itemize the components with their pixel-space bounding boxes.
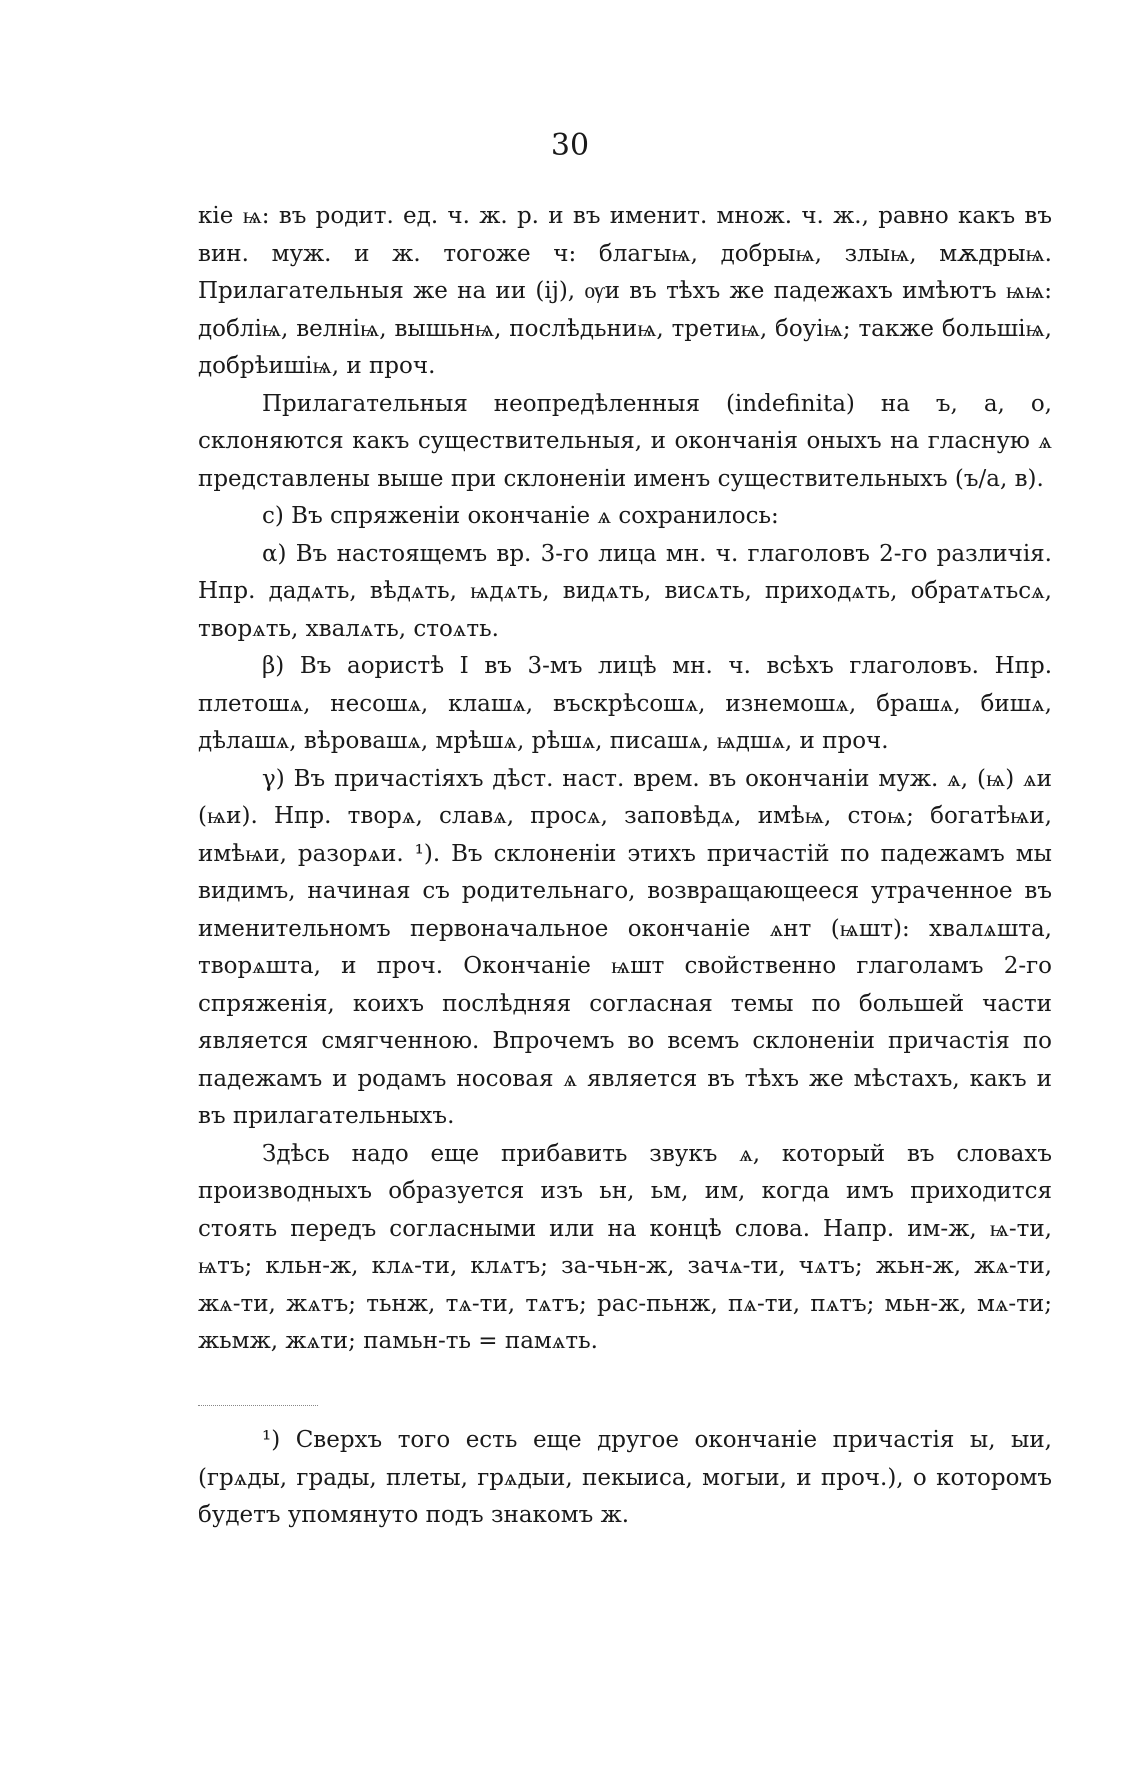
footnote-separator	[198, 1405, 318, 1406]
paragraph-2: Прилагательныя неопредѣленныя (indefinita) на ъ, а, о, склоняются какъ существительныя, и окончанія оныхъ на гласную ѧ представлены выше при склоненіи именъ существительныхъ (ъ/а, в).	[198, 390, 1052, 492]
page-number: 30	[550, 128, 590, 163]
paragraph-7: Здѣсь надо еще прибавить звукъ ѧ, который въ словахъ производныхъ образуется изъ ьн, ьм, им, когда имъ приходится стоять передъ согласными или на концѣ слова. Напр. им-ж, ѩ-ти, ѩтъ; кльн-ж, клѧ-ти, клѧтъ; за-чьн-ж, зачѧ-ти, чѧтъ; жьн-ж, жѧ-ти, жѧ-ти, жѧтъ; тьнж, тѧ-ти, тѧтъ; рас-пьнж, пѧ-ти, пѧтъ; мьн-ж, мѧ-ти; жьмж, жѧти; памьн-ть = памѧть.	[198, 1140, 1052, 1354]
paragraph-3: с) Въ спряженіи окончаніе ѧ сохранилось:	[262, 503, 779, 529]
footnote-text: ¹) Сверхъ того есть еще другое окончаніе причастія ы, ыи, (грѧды, грады, плеты, грѧдыи, пекыиса, могыи, и проч.), о которомъ будетъ упомянуто подъ знакомъ ж.	[198, 1427, 1052, 1528]
main-text	[198, 198, 1052, 1361]
paragraph-1: кіе ѩ: въ родит. ед. ч. ж. р. и въ именит. множ. ч. ж., равно какъ въ вин. муж. и ж. тогоже ч: благыѩ, добрыѩ, злыѩ, мѫдрыѩ. Прилагательныя же на ии (ij), ѹи въ тѣхъ же падежахъ имѣютъ ѩѩ: добліѩ, велніѩ, вышьнѩ, послѣдьниѩ, третиѩ, боуіѩ; также большіѩ, добрѣишіѩ, и проч.	[198, 203, 1052, 379]
paragraph-5: β) Въ аористѣ I въ 3-мъ лицѣ мн. ч. всѣхъ глаголовъ. Нпр. плетошѧ, несошѧ, клашѧ, въскрѣсошѧ, изнемошѧ, брашѧ, бишѧ, дѣлашѧ, вѣровашѧ, мрѣшѧ, рѣшѧ, писашѧ, ѩдшѧ, и проч.	[198, 653, 1052, 754]
paragraph-6: γ) Въ причастіяхъ дѣст. наст. врем. въ окончаніи муж. ѧ, (ѩ) ѧи (ѩи). Нпр. творѧ, славѧ, просѧ, заповѣдѧ, имѣѩ, стоѩ; богатѣѩи, имѣѩи, разорѧи. ¹). Въ склоненіи этихъ причастій по падежамъ мы видимъ, начиная съ родительнаго, возвращающееся утраченное въ именительномъ первоначальное окончаніе ѧнт (ѩшт): хвалѧшта, творѧшта, и проч. Окончаніе ѩшт свойственно глаголамъ 2-го спряженія, коихъ послѣдняя согласная темы по большей части является смягченною. Впрочемъ во всемъ склоненіи причастія по падежамъ и родамъ носовая ѧ является въ тѣхъ же мѣстахъ, какъ и въ прилагательныхъ.	[198, 765, 1052, 1129]
paragraph-4: α) Въ настоящемъ вр. 3-го лица мн. ч. глаголовъ 2-го различія. Нпр. дадѧть, вѣдѧть, ѩдѧть, видѧть, висѧть, приходѧть, обратѧтьсѧ, творѧть, хвалѧть, стоѧть.	[198, 540, 1052, 642]
footnote	[198, 1422, 1052, 1535]
